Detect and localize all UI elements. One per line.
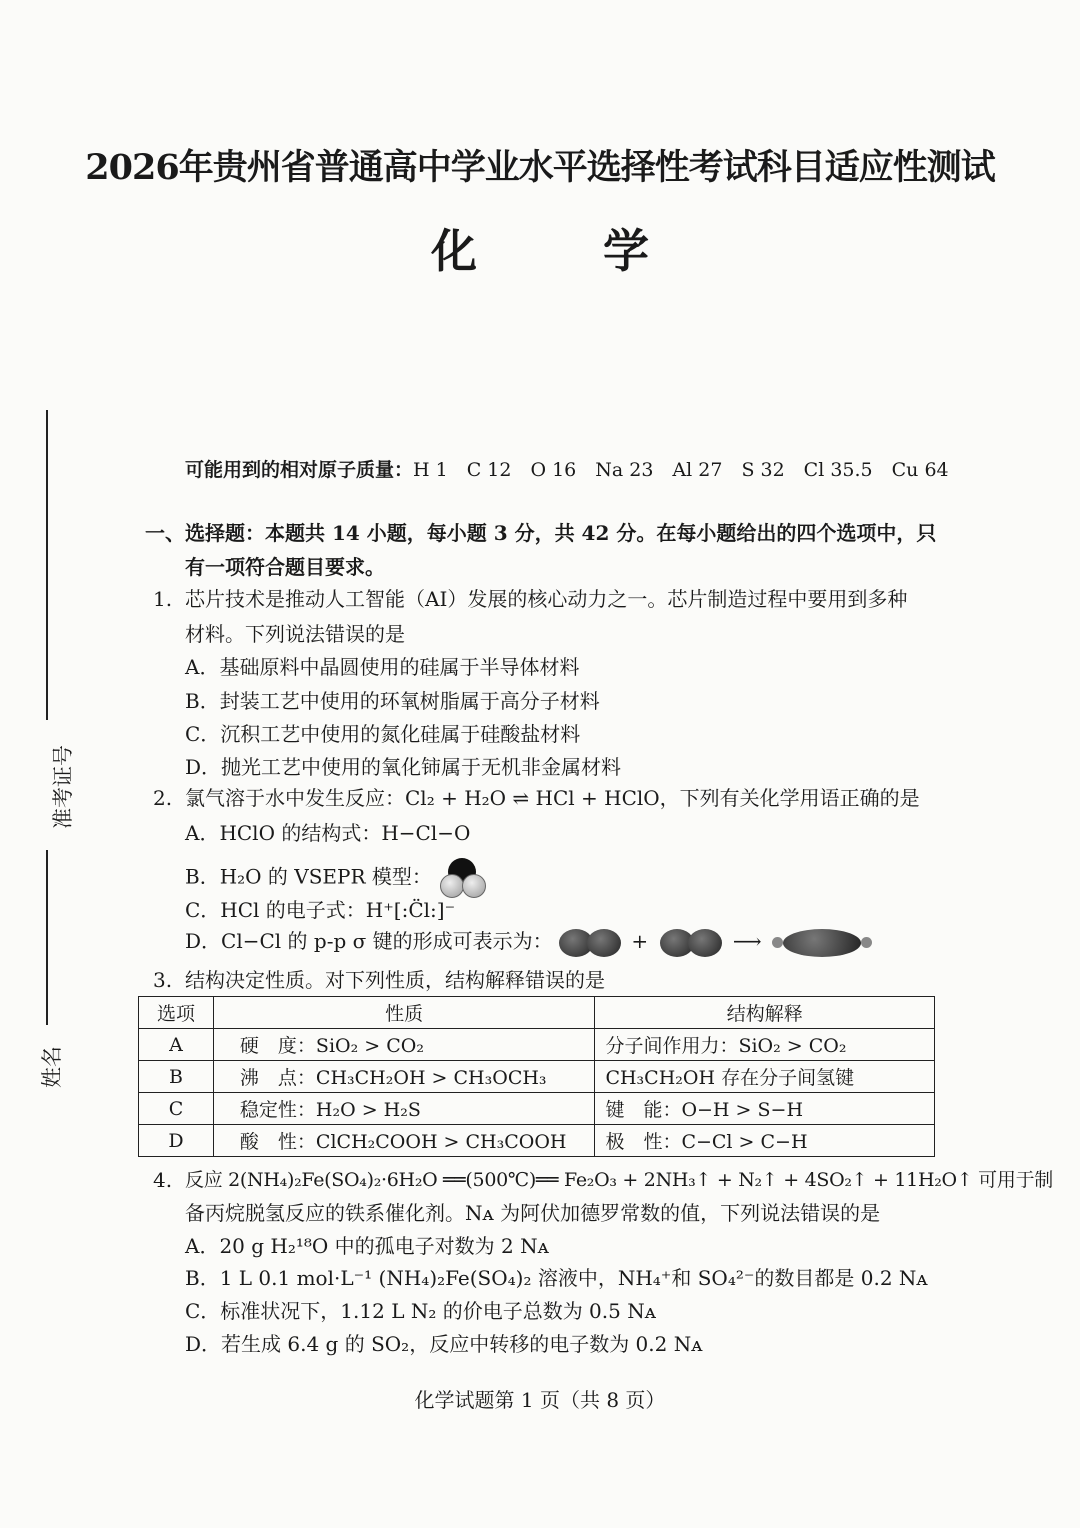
binding-line <box>46 850 48 1025</box>
q1-option-d: D．抛光工艺中使用的氧化铈属于无机非金属材料 <box>185 755 622 779</box>
q4-stem-cont: 备丙烷脱氢反应的铁系催化剂。Nᴀ 为阿伏加德罗常数的值，下列说法错误的是 <box>185 1201 881 1225</box>
masses-values: H 1 C 12 O 16 Na 23 Al 27 S 32 Cl 35.5 Cu 64 <box>413 459 949 481</box>
table-row <box>139 1125 935 1157</box>
q2-option-c: C．HCl 的电子式：H⁺[:C̈l:]⁻ <box>185 898 456 922</box>
q2-option-b-text: B．H₂O 的 VSEPR 模型： <box>185 864 432 889</box>
q3-stem: 结构决定性质。对下列性质，结构解释错误的是 <box>185 968 605 992</box>
cell: 分子间作用力：SiO₂ > CO₂ <box>595 1029 935 1061</box>
cell: D <box>139 1125 214 1157</box>
vsepr-model-image <box>438 858 486 898</box>
page-footer: 化学试题第 1 页（共 8 页） <box>414 1388 666 1412</box>
q1-option-b: B．封装工艺中使用的环氧树脂属于高分子材料 <box>185 689 600 713</box>
header-explanation: 结构解释 <box>595 997 935 1029</box>
table-header-row <box>139 997 935 1029</box>
cell: B <box>139 1061 214 1093</box>
exam-title: 2026年贵州省普通高中学业水平选择性考试科目适应性测试 <box>85 147 995 188</box>
q4-option-a: A．20 g H₂¹⁸O 中的孤电子对数为 2 Nᴀ <box>185 1234 549 1258</box>
q4-option-b: B．1 L 0.1 mol·L⁻¹ (NH₄)₂Fe(SO₄)₂ 溶液中，NH₄⁺和 SO₄²⁻的数目都是 0.2 Nᴀ <box>185 1266 928 1290</box>
cell: A <box>139 1029 214 1061</box>
q2-option-d-text: D．Cl−Cl 的 p-p σ 键的形成可表示为： <box>185 929 553 953</box>
q2-option-b <box>185 858 486 898</box>
q1-stem: 芯片技术是推动人工智能（AI）发展的核心动力之一。芯片制造过程中要用到多种 <box>185 587 908 611</box>
cell: 沸 点：CH₃CH₂OH > CH₃OCH₃ <box>213 1061 595 1093</box>
cell: 硬 度：SiO₂ > CO₂ <box>213 1029 595 1061</box>
table-row <box>139 1061 935 1093</box>
q2-option-a: A．HClO 的结构式：H−Cl−O <box>185 821 471 845</box>
header-option: 选项 <box>139 997 214 1029</box>
atomic-masses <box>185 455 949 482</box>
q4-option-d: D．若生成 6.4 g 的 SO₂，反应中转移的电子数为 0.2 Nᴀ <box>185 1332 703 1356</box>
cell: C <box>139 1093 214 1125</box>
q4-option-c: C．标准状况下，1.12 L N₂ 的价电子总数为 0.5 Nᴀ <box>185 1299 657 1323</box>
subject-title: 化 学 <box>431 224 689 278</box>
table-row <box>139 1093 935 1125</box>
q1-stem-cont: 材料。下列说法错误的是 <box>185 622 405 646</box>
q3-table <box>138 996 935 1157</box>
section-heading-cont: 有一项符合题目要求。 <box>185 555 385 579</box>
cell: 酸 性：ClCH₂COOH > CH₃COOH <box>213 1125 595 1157</box>
cell: CH₃CH₂OH 存在分子间氢键 <box>595 1061 935 1093</box>
p-orbital-image <box>660 929 716 953</box>
q2-option-d: D．Cl−Cl 的 p-p σ 键的形成可表示为： + ⟶ <box>185 928 872 957</box>
q2-stem: 氯气溶于水中发生反应：Cl₂ + H₂O ⇌ HCl + HClO，下列有关化学用语正确的是 <box>185 786 920 810</box>
masses-label: 可能用到的相对原子质量： <box>185 459 414 481</box>
section-heading: 一、选择题：本题共 14 小题，每小题 3 分，共 42 分。在每小题给出的四个选项中，只 <box>145 521 937 545</box>
p-orbital-image <box>559 929 615 953</box>
cell: 稳定性：H₂O > H₂S <box>213 1093 595 1125</box>
q1-option-c: C．沉积工艺中使用的氮化硅属于硅酸盐材料 <box>185 722 581 746</box>
cell: 极 性：C−Cl > C−H <box>595 1125 935 1157</box>
cell: 键 能：O−H > S−H <box>595 1093 935 1125</box>
q4-number: 4. <box>153 1168 173 1192</box>
q1-number: 1. <box>153 587 173 611</box>
header-property: 性质 <box>213 997 595 1029</box>
exam-id-label: 准考证号 <box>51 745 75 829</box>
binding-line <box>46 410 48 720</box>
name-label: 姓名 <box>40 1046 64 1088</box>
q4-stem: 反应 2(NH₄)₂Fe(SO₄)₂·6H₂O ══(500℃)══ Fe₂O₃ + 2NH₃↑ + N₂↑ + 4SO₂↑ + 11H₂O↑ 可用于制 <box>185 1169 1053 1191</box>
q3-number: 3. <box>153 968 173 992</box>
q2-number: 2. <box>153 786 173 810</box>
table-row <box>139 1029 935 1061</box>
sigma-bond-image <box>772 929 872 953</box>
q1-option-a: A．基础原料中晶圆使用的硅属于半导体材料 <box>185 655 580 679</box>
